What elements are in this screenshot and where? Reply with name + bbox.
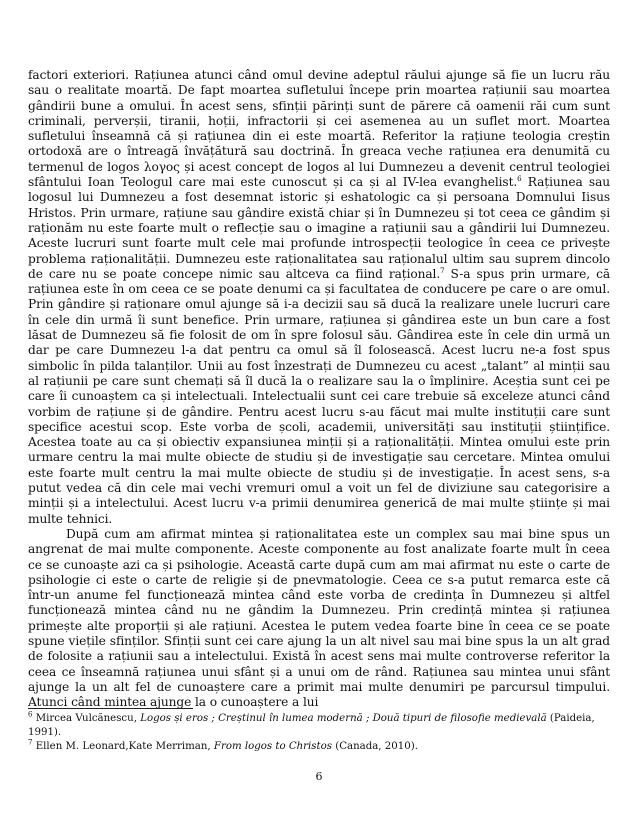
footnotes	[28, 712, 610, 754]
body-text	[28, 68, 610, 710]
footnote-publication: (Canada, 2010).	[332, 741, 418, 752]
footnote-ref-7[interactable]: 7	[440, 266, 445, 275]
footnote-author: Mircea Vulcănescu,	[32, 713, 141, 724]
paragraph-1-part-c: S-a spus prin urmare, că rațiunea este în om ceea ce se poate denumi ca și facultatea de conducere pe care o are omul. Prin gândire și raționare omul ajunge să i-a decizii sau să ducă la realizare unele lucruri care în cele din urmă îi sunt benefice. Prin urmare, rațiunea și gândirea este un bun care a fost lăsat de Dumnezeu să fie folosit de om în spre folosul său. Gândirea este în cele din urmă un dar pe care Dumnezeu l-a dat pentru ca omul să îl folosească. Acest lucru ne-a fost spus simbolic în pilda talanților. Unii au fost înzestrați de Dumnezeu cu acest „talant” al minții sau al rațiunii pe care sunt chemați să îl ducă la o realizare sau la o împlinire. Aceștia sunt cei pe care îi cunoaștem ca și intelectuali. Intelectualii sunt cei care trebuie să exceleze atunci când vorbim de rațiune și de gândire. Pentru acest lucru s-au făcut mai multe instituții care sunt specifice acestui scop. Este vorba de școli, academii, universități sau instituții științifice. Acestea toate au ca și obiectiv expansiunea minții și a raționalității. Mintea omului este prin urmare centru la mai multe obiecte de studiu și de investigație sau cercetare. Mintea omului este foarte mult centru la mai multe obiecte de studiu și de investigație. În acest sens, s-a putut vedea că din cele mai vechi vremuri omul a voit un fel de diviziune sau categorisire a minții și a intelectului. Acest lucru v-a primii denumirea generică de mai multe științe și mai multe tehnici.	[28, 266, 611, 526]
footnote-7	[28, 740, 610, 754]
footnote-number: 7	[28, 738, 33, 747]
footnote-ref-6[interactable]: 6	[517, 175, 522, 184]
paragraph-2: După cum am afirmat mintea și raționalitatea este un complex sau mai bine spus un angrenat de mai multe componente. Aceste componente au fost analizate foarte mult în ceea ce se cunoaște azi ca și psihologie. Această carte după cum am mai afirmat nu este o carte de psihologie ci este o carte de religie și de pnevmatologie. Ceea ce s-a putut remarca este că într-un anume fel funcționează mintea când este vorba de credința în Dumnezeu și altfel funcționează mintea când nu ne gândim la Dumnezeu. Prin credință mintea și rațiunea primește alte proporții și ale rațiuni. Acestea le putem vedea foarte bine în ceea ce se poate spune viețile sfinților. Sfinții sunt cei care ajung la un alt nivel sau mai bine spus la un alt grad de folosite a rațiunii sau a intelectului. Există în acest sens mai multe controverse referitor la ceea ce înseamnă rațiunea unui sfânt și a unui om de rând. Rațiunea sau mintea unui sfânt ajunge la un alt fel de cunoaștere care a primit mai multe denumiri pe parcursul timpului. Atunci când mintea ajunge la o cunoaștere a lui	[28, 526, 610, 710]
footnote-divider	[28, 708, 193, 709]
page-number: 6	[315, 770, 323, 783]
footnote-title: From logos to Christos	[213, 741, 332, 752]
footnote-author: Ellen M. Leonard,Kate Merriman,	[32, 741, 214, 752]
footnote-publication: (Paideia, 1991).	[28, 713, 595, 738]
paragraph-1	[28, 68, 610, 527]
paragraph-1-part-a: factori exteriori. Rațiunea atunci când omul devine adeptul răului ajunge să fie un lucru rău sau o realitate moartă. De fapt moartea sufletului începe prin moartea rațiunii sau moartea gândirii bune a omului. În acest sens, sfinții părinți sunt de părere că oamenii răi cum sunt criminali, perverșii, tiranii, hoții, infractorii și cei asemenea au un suflet mort. Moartea sufletului înseamnă că și rațiunea din ei este moartă. Referitor la rațiune teologia creștin ortodoxă are o întreagă învățătură sau doctrină. În greaca veche rațiunea era denumită cu termenul de logos λογος și acest concept de logos al lui Dumnezeu a devenit centrul teologiei sfântului Ioan Teologul care mai este cunoscut și ca și al IV-lea evanghelist.	[28, 68, 610, 190]
footnote-title: Logos și eros ; Creștinul în lumea modernă ; Două tipuri de filosofie medievală	[140, 713, 547, 724]
footnote-number: 6	[28, 710, 33, 719]
footnote-6	[28, 712, 610, 740]
paragraph-1-part-b: Rațiunea sau logosul lui Dumnezeu a fost desemnat istoric și eshatologic ca și persoana Domnului Iisus Hristos. Prin urmare, rațiune sau gândire există chiar și în Dumnezeu și tot ceea ce gândim și raționăm nu este foarte mult o reflecție sau o imagine a rațiunii sau a gândirii lui Dumnezeu. Aceste lucruri sunt foarte mult cele mai profunde introspecții teologice în ceea ce privește problema raționalității. Dumnezeu este raționalitatea sau raționalul ultim sau suprem dincolo de care nu se poate concepe nimic sau altceva ca fiind rațional.	[28, 175, 611, 281]
